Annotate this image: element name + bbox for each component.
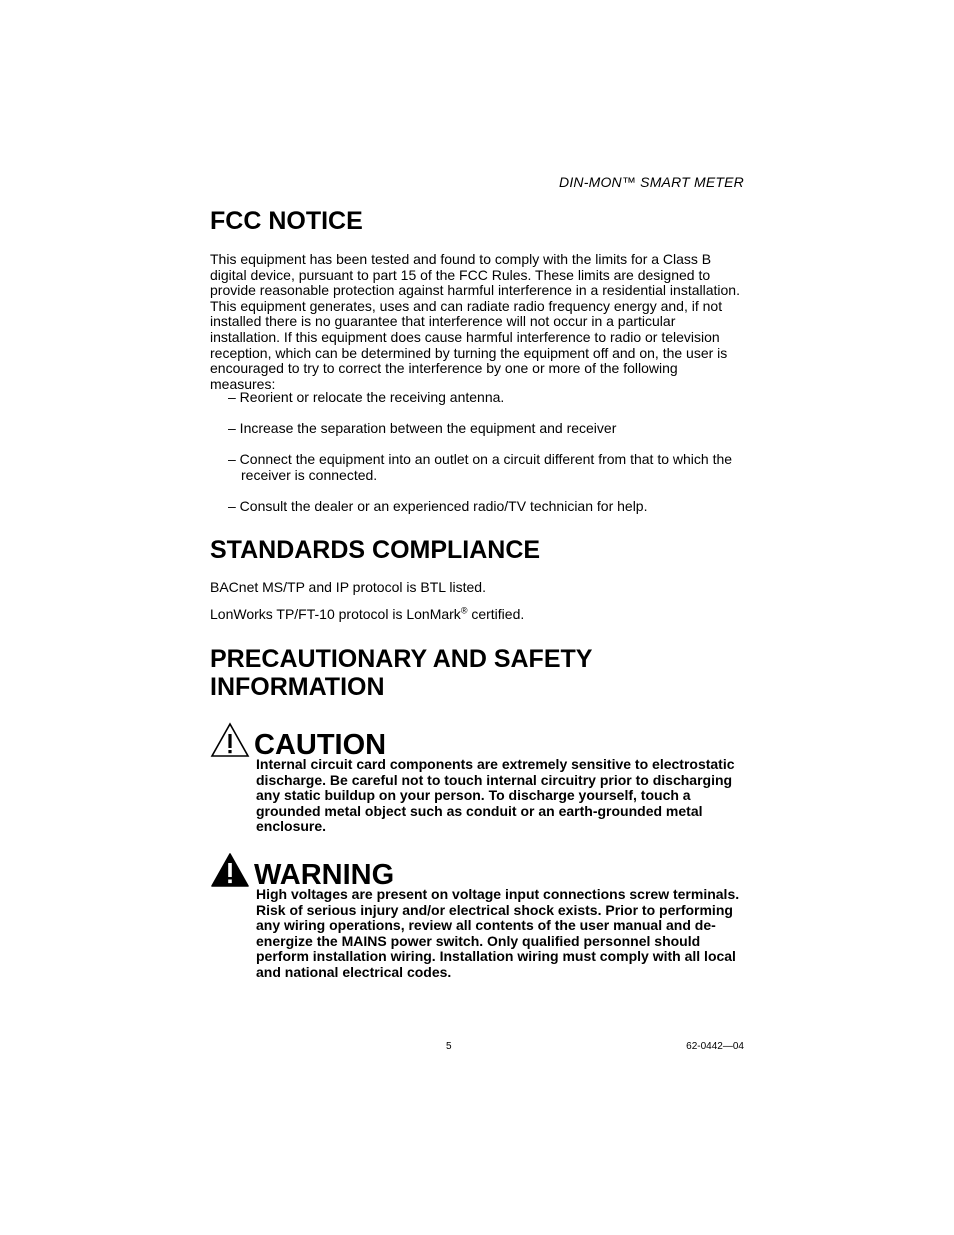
standards-heading: STANDARDS COMPLIANCE xyxy=(210,536,541,564)
fcc-measure-2: – Increase the separation between the equipment and receiver xyxy=(228,420,617,436)
safety-heading-line1: PRECAUTIONARY AND SAFETY xyxy=(210,645,593,673)
lonworks-statement xyxy=(210,607,744,623)
fcc-measure-3: – Connect the equipment into an outlet on a circuit different from that to which the receiver is connected. xyxy=(228,451,733,483)
lonworks-text: LonWorks TP/FT-10 protocol is LonMark xyxy=(210,606,461,622)
warning-body: High voltages are present on voltage input connections screw terminals. Risk of serious injury and/or electrical shock exists. Prior to performing any wiring operations, review all contents of the user manual and de-energize the MAINS power switch. Only qualified personnel should perform installation wiring. Installation wiring must comply with all local and national electrical codes. xyxy=(256,886,740,980)
caution-body: Internal circuit card components are extremely sensitive to electrostatic discharge. Be careful not to touch internal circuitry prior to discharging any static buildup on your person. To discharge yourself, touch a grounded metal object such as conduit or an earth-grounded metal enclosure. xyxy=(256,756,735,835)
warning-triangle-filled-icon xyxy=(210,852,250,888)
registered-mark: ® xyxy=(460,605,468,616)
lonworks-suffix: certified. xyxy=(467,606,525,622)
running-header: DIN-MON™ SMART METER xyxy=(559,174,744,190)
safety-heading-line2: INFORMATION xyxy=(210,673,385,701)
fcc-measure-4: – Consult the dealer or an experienced radio/TV technician for help. xyxy=(228,498,648,514)
caution-triangle-outline-icon xyxy=(210,722,250,758)
document-number: 62-0442—04 xyxy=(686,1041,744,1052)
safety-heading xyxy=(210,645,592,701)
page-number: 5 xyxy=(446,1041,452,1052)
fcc-measure-1: – Reorient or relocate the receiving antenna. xyxy=(228,389,505,405)
bacnet-statement: BACnet MS/TP and IP protocol is BTL listed. xyxy=(210,579,486,595)
fcc-heading: FCC NOTICE xyxy=(210,207,363,235)
warning-title: WARNING xyxy=(254,859,395,891)
caution-title: CAUTION xyxy=(254,729,387,761)
fcc-paragraph: This equipment has been tested and found to comply with the limits for a Class B digital device, pursuant to part 15 of the FCC Rules. These limits are designed to provide reasonable protection against harmful interference in a residential installation. This equipment generates, uses and can radiate radio frequency energy and, if not installed there is no guarantee that interference will not occur in a particular installation. If this equipment does cause harmful interference to radio or television reception, which can be determined by turning the equipment off and on, the user is encouraged to try to correct the interference by one or more of the following measures: xyxy=(210,251,740,392)
